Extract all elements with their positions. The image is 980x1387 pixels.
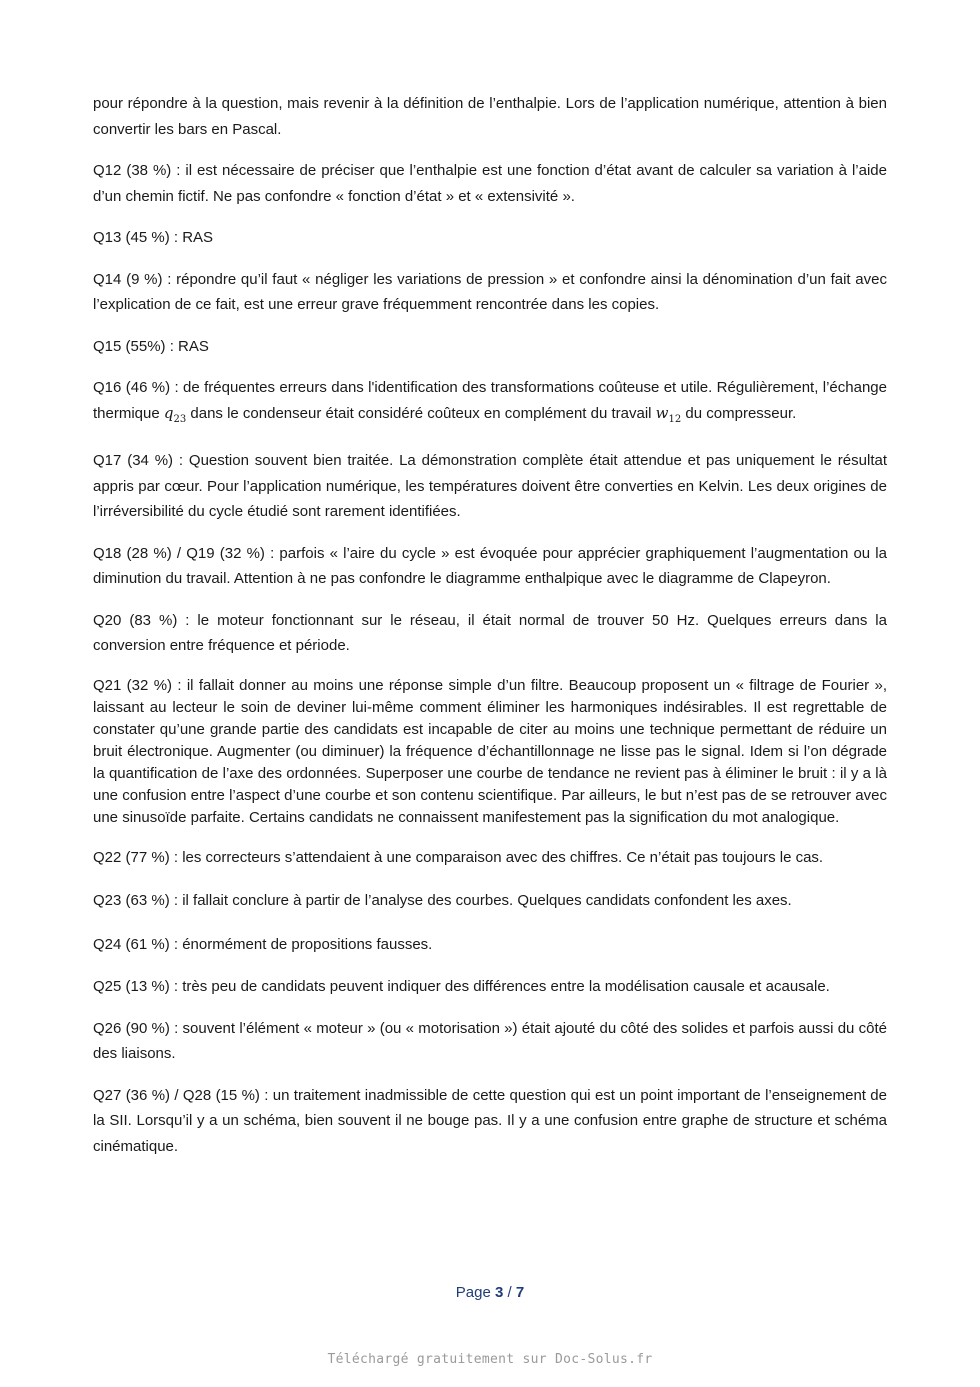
paragraph-q24: Q24 (61 %) : énormément de propositions fausses. [93, 935, 433, 953]
math-w12-sub: 12 [668, 413, 682, 425]
paragraph-q14: Q14 (9 %) : répondre qu’il faut « négliger les variations de pression » et confondre ainsi la dénomination d’un fait avec l’explication de ce fait, est une erreur grave fréquemment rencontrée dans les copies. [93, 270, 887, 313]
page-body [93, 91, 887, 1175]
paragraph-q22: Q22 (77 %) : les correcteurs s’attendaient à une comparaison avec des chiffres. Ce n’était pas toujours le cas. [93, 848, 824, 866]
paragraph-q21: Q21 (32 %) : il fallait donner au moins une réponse simple d’un filtre. Beaucoup proposent un « filtrage de Fourier », laissant au lecteur le soin de deviner lui-même comment éliminer les harmoniques indésirables. Il est regrettable de constater qu’une grande partie des candidats est incapable de citer au moins une technique permettant de réduire un bruit électronique. Augmenter (ou diminuer) la fréquence d’échantillonnage ne lisse pas le signal. Idem si l’on dégrade la quantification de l’axe des ordonnées. Superposer une courbe de tendance ne revient pas à éliminer le bruit : il y a là une confusion entre l’aspect d’une courbe et son contenu scientifique. Par ailleurs, le but n’est pas de se retrouver avec une sinusoïde parfaite. Certains candidats ne connaissent manifestement pas la signification du mot analogique. [93, 676, 887, 826]
paragraph-q27-q28: Q27 (36 %) / Q28 (15 %) : un traitement inadmissible de cette question qui est un point important de l’enseignement de la SII. Lorsqu’il y a un schéma, bien souvent il ne bouge pas. Il y a une confusion entre graphe de structure et schéma cinématique. [93, 1086, 887, 1155]
page-current: 3 [495, 1284, 504, 1301]
math-w12 [655, 403, 682, 425]
paragraph-q13: Q13 (45 %) : RAS [93, 229, 214, 246]
q16-text-part3: du compresseur. [681, 404, 797, 422]
page-label: Page [455, 1284, 491, 1301]
math-q23-var: q [163, 403, 174, 422]
paragraph-q23: Q23 (63 %) : il fallait conclure à partir de l’analyse des courbes. Quelques candidats confondent les axes. [93, 892, 792, 909]
paragraph-q20: Q20 (83 %) : le moteur fonctionnant sur le réseau, il était normal de trouver 50 Hz. Quelques erreurs dans la conversion entre fréquence et période. [93, 611, 887, 654]
q16-text-part1: Q16 (46 %) : de fréquentes erreurs dans l'identification des transformations coûteuse et utile. Régulièrement, l’échange thermique [93, 379, 887, 422]
paragraph-q17: Q17 (34 %) : Question souvent bien traitée. La démonstration complète était attendue et pas uniquement le résultat appris par cœur. Pour l’application numérique, les températures doivent être converties en Kelvin. Les deux origines de l’irréversibilité du cycle étudié sont rarement identifiées. [93, 452, 887, 520]
q16-text-part2: dans le condenseur était considéré coûteux en complément du travail [186, 404, 656, 422]
math-q23-sub: 23 [173, 413, 187, 425]
paragraph-q18-q19: Q18 (28 %) / Q19 (32 %) : parfois « l’aire du cycle » est évoquée pour apprécier graphiquement l’augmentation ou la diminution du travail. Attention à ne pas confondre le diagramme enthalpique avec le diagramme de Clapeyron. [93, 544, 887, 587]
math-q23 [163, 403, 187, 425]
paragraph-q16 [93, 375, 887, 432]
paragraph-q26: Q26 (90 %) : souvent l’élément « moteur » (ou « motorisation ») était ajouté du côté des solides et parfois aussi du côté des liaisons. [93, 1019, 887, 1062]
math-w12-var: w [655, 403, 669, 422]
paragraph-intro: pour répondre à la question, mais revenir à la définition de l’enthalpie. Lors de l’application numérique, attention à bien convertir les bars en Pascal. [93, 95, 887, 138]
page-total: 7 [515, 1284, 525, 1301]
paragraph-q15: Q15 (55%) : RAS [93, 337, 209, 355]
page-separator: / [507, 1284, 512, 1301]
page-number [0, 1284, 980, 1301]
paragraph-q25: Q25 (13 %) : très peu de candidats peuvent indiquer des différences entre la modélisation causale et acausale. [93, 978, 830, 995]
paragraph-q12: Q12 (38 %) : il est nécessaire de préciser que l’enthalpie est une fonction d’état avant de calculer sa variation à l’aide d’un chemin fictif. Ne pas confondre « fonction d’état » et « extensivité ». [93, 162, 887, 205]
download-note: Téléchargé gratuitement sur Doc-Solus.fr [327, 1352, 653, 1367]
